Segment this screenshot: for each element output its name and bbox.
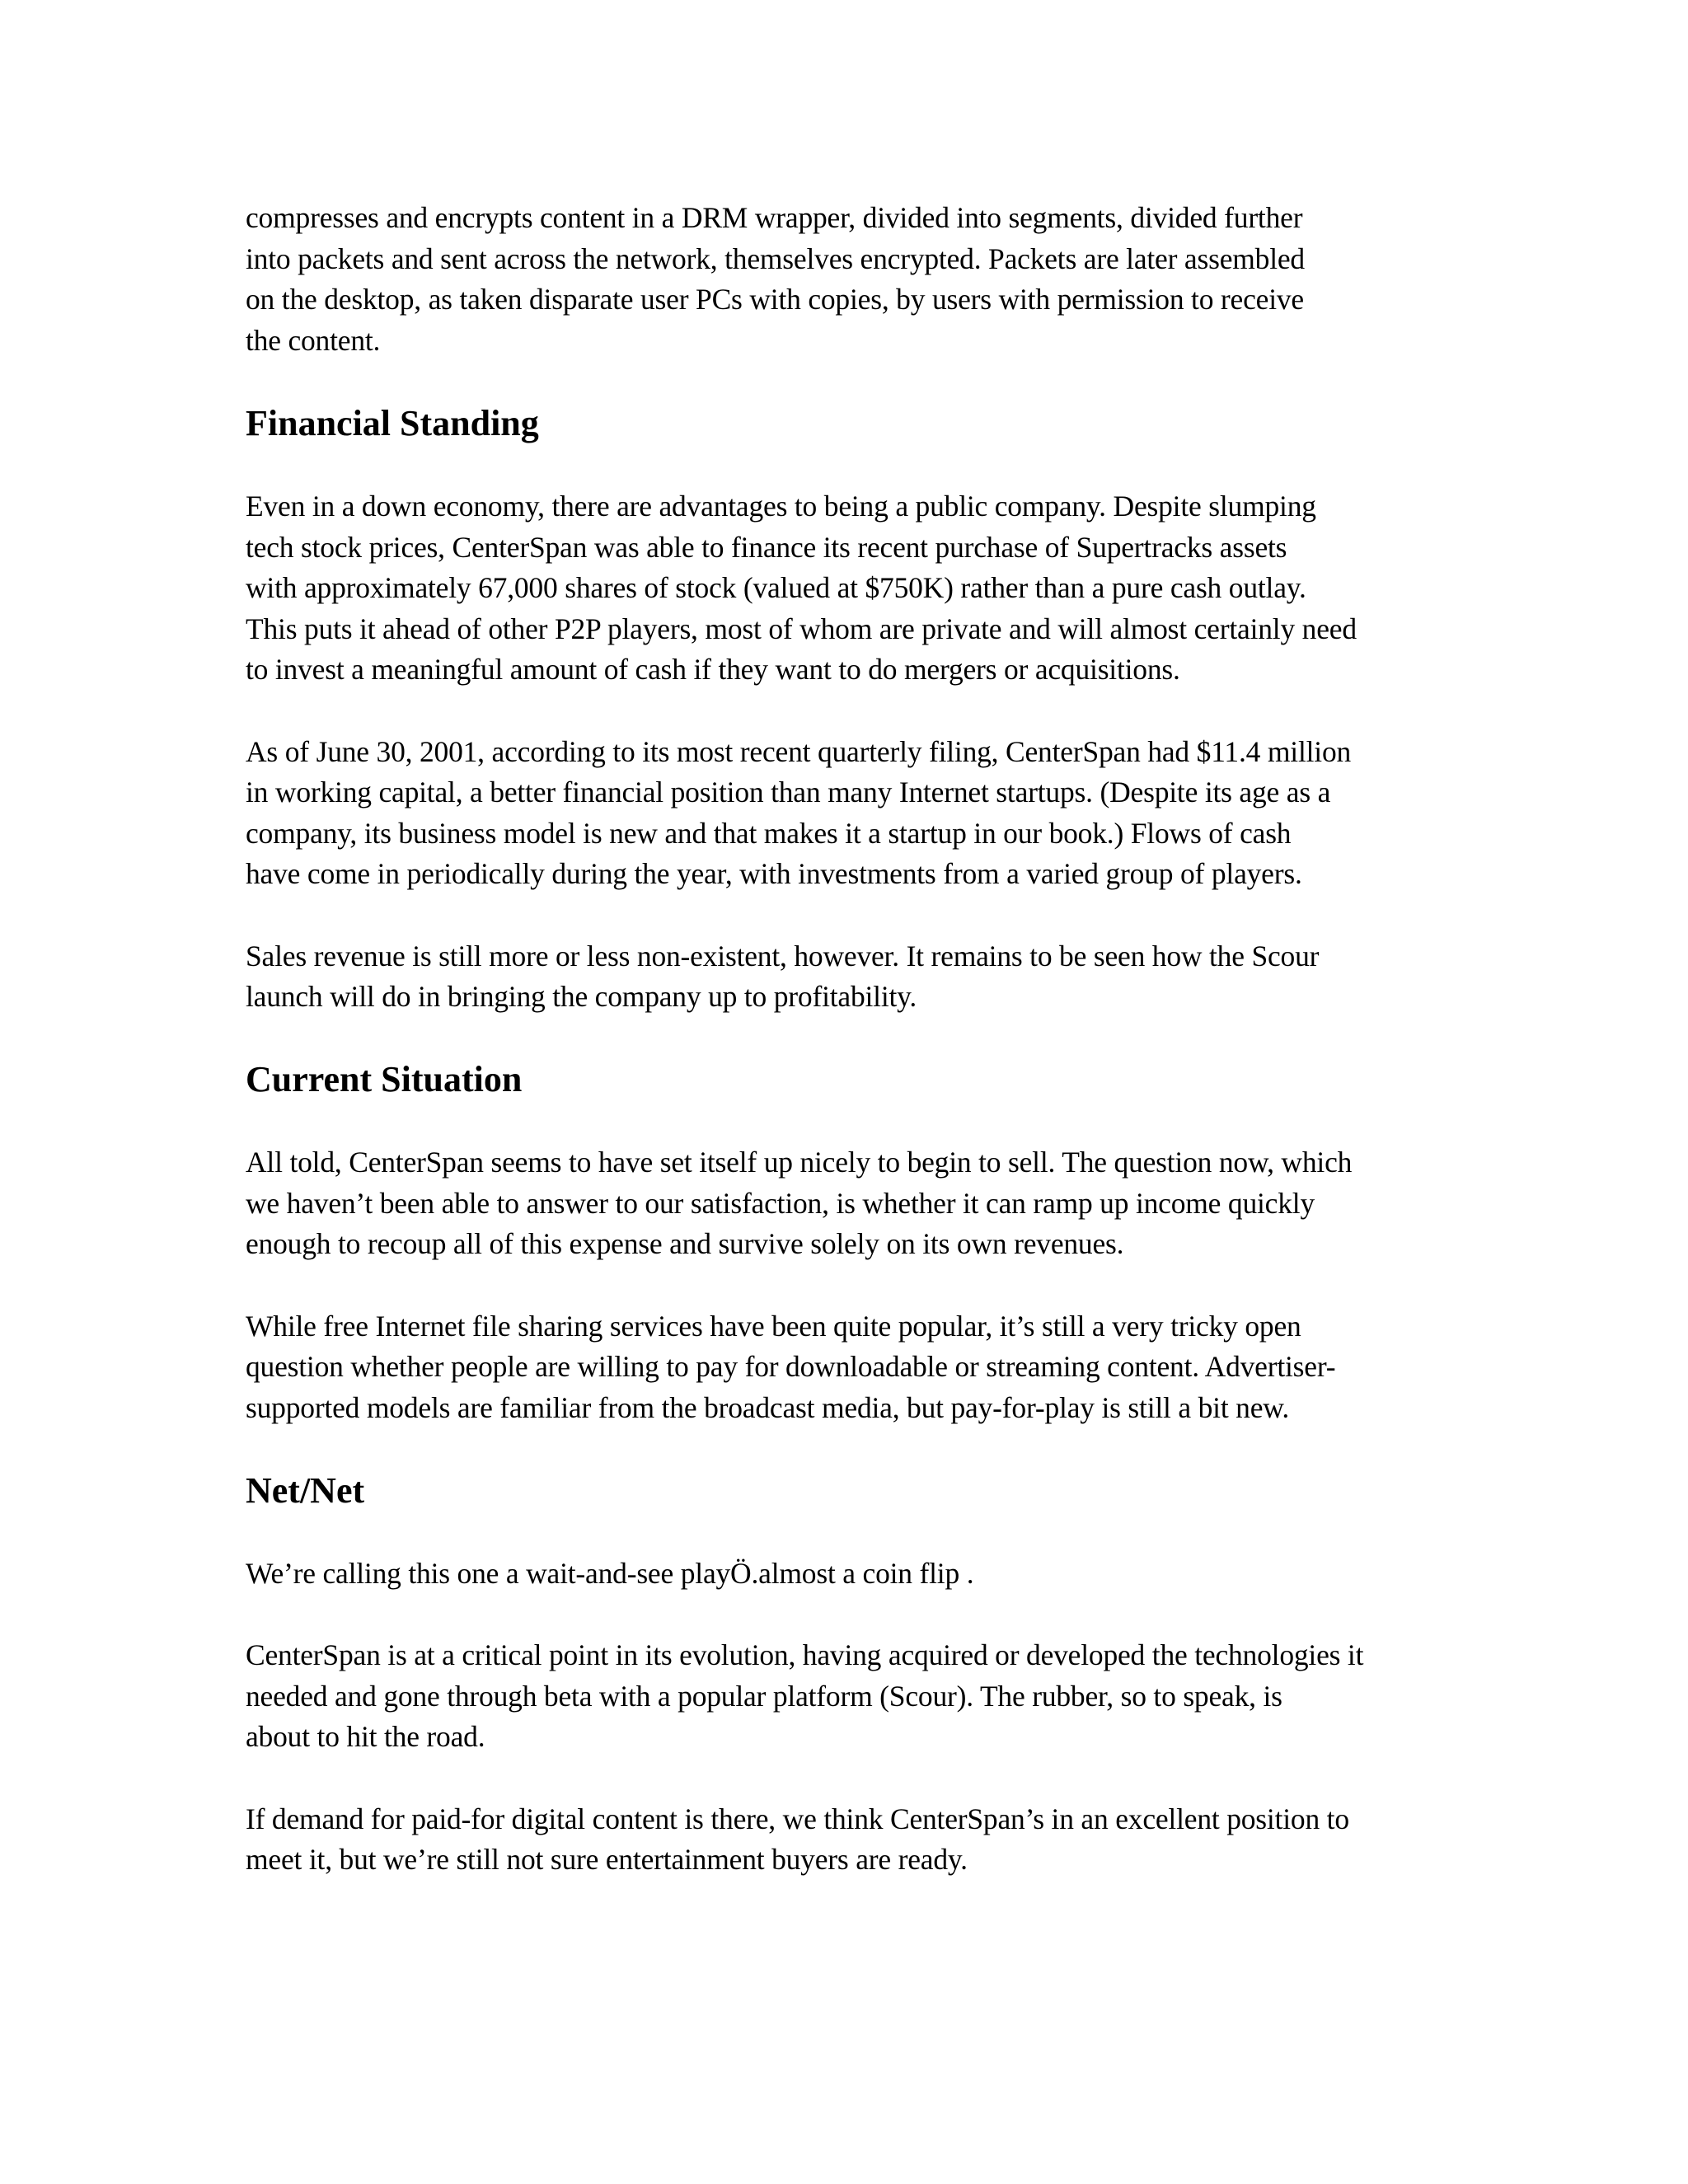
paragraph-critical-point: CenterSpan is at a critical point in its evolution, having acquired or developed the technologies it needed and gone through beta with a popular platform (Scour). The rubber, so to speak, is about to hit the road. bbox=[246, 1638, 1364, 1754]
paragraph-all-told: All told, CenterSpan seems to have set itself up nicely to begin to sell. The question now, which we haven’t been able to answer to our satisfaction, is whether it can ramp up income quickly enough to recoup all of this expense and survive solely on its own revenues. bbox=[246, 1146, 1353, 1261]
section-current-situation bbox=[246, 1058, 1441, 1428]
heading-net-net: Net/Net bbox=[246, 1470, 365, 1511]
paragraph-wait-and-see: We’re calling this one a wait-and-see playÖ.almost a coin flip . bbox=[246, 1557, 974, 1591]
paragraph-demand: If demand for paid-for digital content is there, we think CenterSpan’s in an excellent position to meet it, but we’re still not sure entertainment buyers are ready. bbox=[246, 1802, 1349, 1877]
paragraph-sales-revenue: Sales revenue is still more or less non-existent, however. It remains to be seen how the Scour launch will do in bringing the company up to profitability. bbox=[246, 939, 1320, 1014]
section-net-net bbox=[246, 1469, 1441, 1881]
heading-financial-standing: Financial Standing bbox=[246, 402, 539, 443]
heading-current-situation: Current Situation bbox=[246, 1059, 523, 1100]
paragraph-public-company: Even in a down economy, there are advantages to being a public company. Despite slumping tech stock prices, CenterSpan was able to finance its recent purchase of Supertracks assets with approximately 67,000 shares of stock (valued at $750K) rather than a pure cash outlay. This puts it ahead of other P2P players, most of whom are private and will almost certainly need to invest a meaningful amount of cash if they want to do mergers or acquisitions. bbox=[246, 489, 1357, 687]
document-body bbox=[246, 198, 1441, 1921]
paragraph-file-sharing: While free Internet file sharing services have been quite popular, it’s still a very tricky open question whether people are willing to pay for downloadable or streaming content. Advertiser- supported models are familiar from the broadcast media, but pay-for-play is still a bit new. bbox=[246, 1309, 1336, 1424]
intro-paragraph: compresses and encrypts content in a DRM wrapper, divided into segments, divided further into packets and sent across the network, themselves encrypted. Packets are later assembled on the desktop, as taken disparate user PCs with copies, by users with permission to receive the content. bbox=[246, 201, 1305, 357]
paragraph-working-capital: As of June 30, 2001, according to its most recent quarterly filing, CenterSpan had $11.4 million in working capital, a better financial position than many Internet startups. (Despite its age as a company, its business model is new and that makes it a startup in our book.) Flows of cash have come in periodically during the year, with investments from a varied group of players. bbox=[246, 734, 1352, 891]
section-financial-standing bbox=[246, 402, 1441, 1018]
